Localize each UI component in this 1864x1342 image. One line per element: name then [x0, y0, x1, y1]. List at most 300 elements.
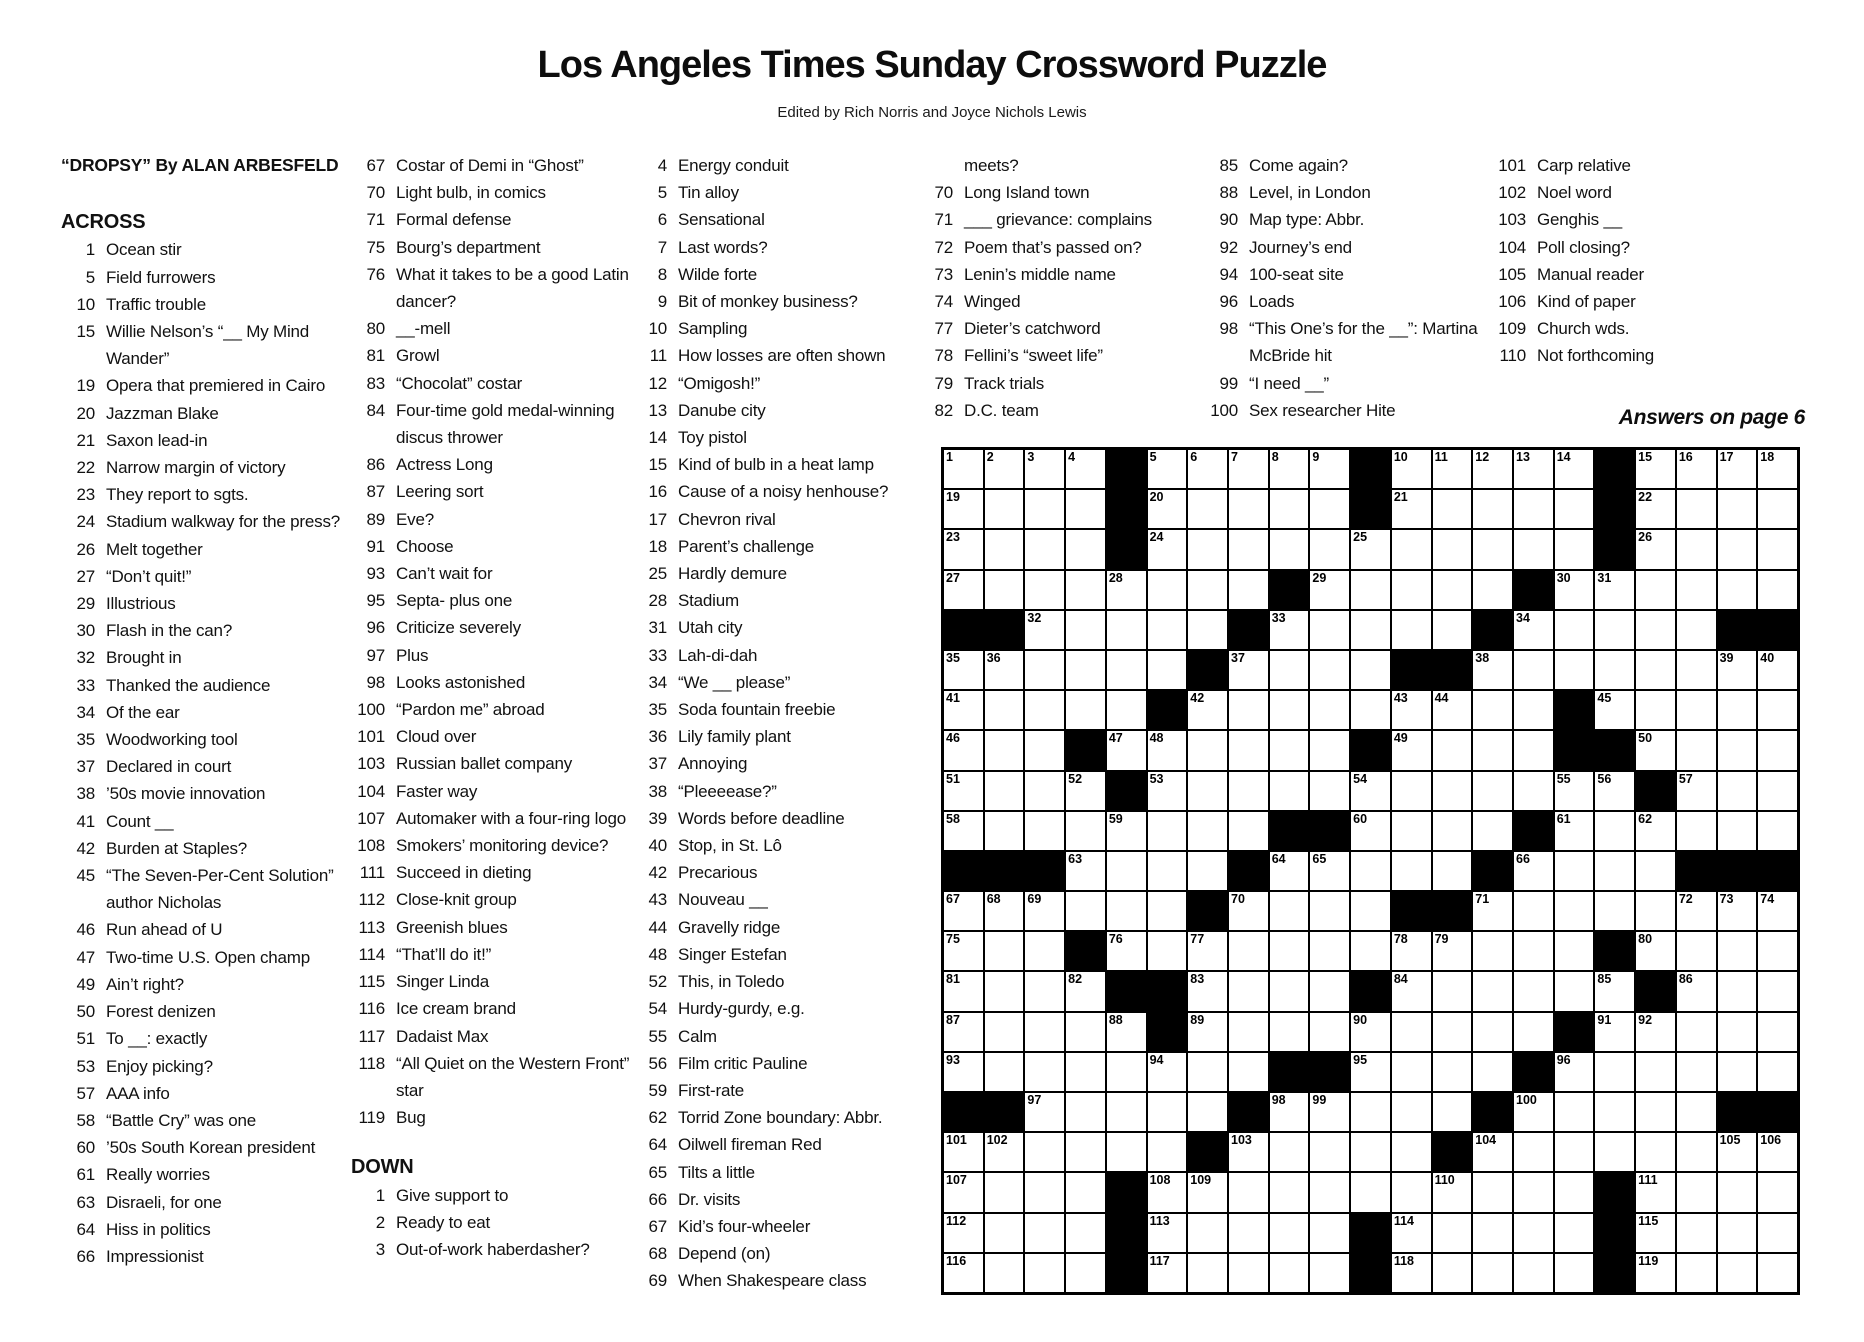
grid-cell[interactable] — [1514, 530, 1553, 568]
grid-cell[interactable] — [1718, 892, 1757, 930]
grid-cell[interactable] — [944, 772, 983, 810]
grid-cell[interactable] — [1555, 1093, 1594, 1131]
grid-cell[interactable] — [1188, 1053, 1227, 1091]
grid-cell[interactable] — [1310, 972, 1349, 1010]
grid-cell[interactable] — [1636, 1013, 1675, 1051]
grid-cell[interactable] — [1392, 932, 1431, 970]
grid-cell[interactable] — [1758, 1214, 1797, 1252]
grid-cell[interactable] — [1514, 1013, 1553, 1051]
grid-cell[interactable] — [1758, 812, 1797, 850]
grid-cell[interactable] — [1514, 972, 1553, 1010]
grid-cell[interactable] — [1595, 772, 1634, 810]
grid-cell[interactable] — [1636, 611, 1675, 649]
grid-cell[interactable] — [1066, 812, 1105, 850]
grid-cell[interactable] — [1148, 490, 1187, 528]
grid-cell[interactable] — [1473, 731, 1512, 769]
grid-cell[interactable] — [1555, 651, 1594, 689]
grid-cell[interactable] — [1514, 1133, 1553, 1171]
grid-cell[interactable] — [1758, 571, 1797, 609]
grid-cell[interactable] — [1229, 490, 1268, 528]
grid-cell[interactable] — [1758, 490, 1797, 528]
grid-cell[interactable] — [1066, 852, 1105, 890]
grid-cell[interactable] — [1718, 812, 1757, 850]
grid-cell[interactable] — [1677, 1133, 1716, 1171]
grid-cell[interactable] — [1758, 1133, 1797, 1171]
grid-cell[interactable] — [1107, 852, 1146, 890]
grid-cell[interactable] — [1677, 812, 1716, 850]
grid-cell[interactable] — [1148, 731, 1187, 769]
grid-cell[interactable] — [1595, 1053, 1634, 1091]
grid-cell[interactable] — [1718, 1133, 1757, 1171]
grid-cell[interactable] — [1229, 691, 1268, 729]
grid-cell[interactable] — [1392, 1173, 1431, 1211]
grid-cell[interactable] — [944, 530, 983, 568]
grid-cell[interactable] — [1025, 731, 1064, 769]
grid-cell[interactable] — [1351, 852, 1390, 890]
grid-cell[interactable] — [1188, 1013, 1227, 1051]
grid-cell[interactable] — [1188, 852, 1227, 890]
grid-cell[interactable] — [944, 812, 983, 850]
grid-cell[interactable] — [1595, 651, 1634, 689]
grid-cell[interactable] — [1433, 852, 1472, 890]
grid-cell[interactable] — [1514, 691, 1553, 729]
grid-cell[interactable] — [1433, 691, 1472, 729]
grid-cell[interactable] — [1188, 731, 1227, 769]
grid-cell[interactable] — [1025, 571, 1064, 609]
grid-cell[interactable] — [1229, 1133, 1268, 1171]
grid-cell[interactable] — [1310, 1093, 1349, 1131]
grid-cell[interactable] — [1229, 1013, 1268, 1051]
grid-cell[interactable] — [985, 932, 1024, 970]
grid-cell[interactable] — [1270, 651, 1309, 689]
grid-cell[interactable] — [1555, 1173, 1594, 1211]
grid-cell[interactable] — [1392, 1133, 1431, 1171]
grid-cell[interactable] — [1718, 972, 1757, 1010]
grid-cell[interactable] — [944, 1013, 983, 1051]
grid-cell[interactable] — [1310, 1013, 1349, 1051]
grid-cell[interactable] — [1758, 1013, 1797, 1051]
grid-cell[interactable] — [1677, 530, 1716, 568]
grid-cell[interactable] — [1310, 852, 1349, 890]
grid-cell[interactable] — [1066, 571, 1105, 609]
grid-cell[interactable] — [1514, 1093, 1553, 1131]
grid-cell[interactable] — [1473, 1254, 1512, 1292]
grid-cell[interactable] — [985, 731, 1024, 769]
grid-cell[interactable] — [1392, 490, 1431, 528]
grid-cell[interactable] — [1066, 691, 1105, 729]
grid-cell[interactable] — [1718, 1214, 1757, 1252]
grid-cell[interactable] — [1148, 1254, 1187, 1292]
grid-cell[interactable] — [1636, 1053, 1675, 1091]
grid-cell[interactable] — [1188, 772, 1227, 810]
grid-cell[interactable] — [1025, 651, 1064, 689]
grid-cell[interactable] — [1758, 1053, 1797, 1091]
grid-cell[interactable] — [1392, 691, 1431, 729]
grid-cell[interactable] — [1514, 1254, 1553, 1292]
grid-cell[interactable] — [1310, 932, 1349, 970]
grid-cell[interactable] — [1066, 490, 1105, 528]
grid-cell[interactable] — [1351, 530, 1390, 568]
grid-cell[interactable] — [1188, 1214, 1227, 1252]
grid-cell[interactable] — [1433, 772, 1472, 810]
grid-cell[interactable] — [1025, 772, 1064, 810]
grid-cell[interactable] — [1351, 932, 1390, 970]
grid-cell[interactable] — [1677, 1053, 1716, 1091]
grid-cell[interactable] — [1229, 571, 1268, 609]
grid-cell[interactable] — [1758, 1254, 1797, 1292]
grid-cell[interactable] — [1473, 932, 1512, 970]
grid-cell[interactable] — [1066, 1053, 1105, 1091]
grid-cell[interactable] — [944, 731, 983, 769]
grid-cell[interactable] — [1555, 571, 1594, 609]
grid-cell[interactable] — [1473, 1013, 1512, 1051]
grid-cell[interactable] — [944, 1254, 983, 1292]
grid-cell[interactable] — [1433, 731, 1472, 769]
grid-cell[interactable] — [1595, 1133, 1634, 1171]
grid-cell[interactable] — [1270, 611, 1309, 649]
grid-cell[interactable] — [1066, 1013, 1105, 1051]
grid-cell[interactable] — [1148, 1093, 1187, 1131]
grid-cell[interactable] — [1310, 1214, 1349, 1252]
grid-cell[interactable] — [1718, 571, 1757, 609]
grid-cell[interactable] — [944, 892, 983, 930]
grid-cell[interactable] — [1229, 450, 1268, 488]
grid-cell[interactable] — [944, 972, 983, 1010]
grid-cell[interactable] — [1473, 530, 1512, 568]
grid-cell[interactable] — [985, 1133, 1024, 1171]
grid-cell[interactable] — [1188, 450, 1227, 488]
grid-cell[interactable] — [1636, 490, 1675, 528]
grid-cell[interactable] — [1473, 1173, 1512, 1211]
grid-cell[interactable] — [1148, 932, 1187, 970]
grid-cell[interactable] — [1392, 972, 1431, 1010]
grid-cell[interactable] — [944, 932, 983, 970]
grid-cell[interactable] — [1433, 1173, 1472, 1211]
grid-cell[interactable] — [1473, 651, 1512, 689]
grid-cell[interactable] — [1473, 1214, 1512, 1252]
grid-cell[interactable] — [1473, 1053, 1512, 1091]
grid-cell[interactable] — [1066, 1214, 1105, 1252]
grid-cell[interactable] — [1433, 812, 1472, 850]
grid-cell[interactable] — [1392, 611, 1431, 649]
grid-cell[interactable] — [1148, 611, 1187, 649]
grid-cell[interactable] — [1555, 490, 1594, 528]
grid-cell[interactable] — [1025, 892, 1064, 930]
grid-cell[interactable] — [1351, 1053, 1390, 1091]
grid-cell[interactable] — [1433, 571, 1472, 609]
grid-cell[interactable] — [1351, 1093, 1390, 1131]
grid-cell[interactable] — [1433, 972, 1472, 1010]
grid-cell[interactable] — [1188, 490, 1227, 528]
grid-cell[interactable] — [1270, 892, 1309, 930]
grid-cell[interactable] — [1025, 450, 1064, 488]
grid-cell[interactable] — [1188, 1173, 1227, 1211]
grid-cell[interactable] — [1025, 1053, 1064, 1091]
grid-cell[interactable] — [985, 1254, 1024, 1292]
grid-cell[interactable] — [1433, 932, 1472, 970]
grid-cell[interactable] — [1595, 611, 1634, 649]
grid-cell[interactable] — [1229, 932, 1268, 970]
grid-cell[interactable] — [1677, 571, 1716, 609]
grid-cell[interactable] — [1514, 1214, 1553, 1252]
grid-cell[interactable] — [1270, 1133, 1309, 1171]
grid-cell[interactable] — [1514, 651, 1553, 689]
grid-cell[interactable] — [1229, 812, 1268, 850]
grid-cell[interactable] — [1270, 852, 1309, 890]
grid-cell[interactable] — [1595, 1093, 1634, 1131]
grid-cell[interactable] — [985, 490, 1024, 528]
grid-cell[interactable] — [1188, 812, 1227, 850]
grid-cell[interactable] — [1677, 1254, 1716, 1292]
grid-cell[interactable] — [1351, 1173, 1390, 1211]
grid-cell[interactable] — [1066, 1133, 1105, 1171]
grid-cell[interactable] — [1392, 812, 1431, 850]
grid-cell[interactable] — [1555, 772, 1594, 810]
grid-cell[interactable] — [1473, 490, 1512, 528]
grid-cell[interactable] — [1514, 772, 1553, 810]
grid-cell[interactable] — [1351, 651, 1390, 689]
grid-cell[interactable] — [1514, 932, 1553, 970]
grid-cell[interactable] — [1270, 1254, 1309, 1292]
grid-cell[interactable] — [1718, 731, 1757, 769]
grid-cell[interactable] — [1229, 651, 1268, 689]
grid-cell[interactable] — [1148, 812, 1187, 850]
grid-cell[interactable] — [1636, 1254, 1675, 1292]
grid-cell[interactable] — [1392, 1013, 1431, 1051]
grid-cell[interactable] — [1636, 812, 1675, 850]
grid-cell[interactable] — [944, 651, 983, 689]
grid-cell[interactable] — [1270, 1093, 1309, 1131]
grid-cell[interactable] — [944, 1053, 983, 1091]
grid-cell[interactable] — [944, 1173, 983, 1211]
grid-cell[interactable] — [1270, 932, 1309, 970]
grid-cell[interactable] — [1758, 731, 1797, 769]
grid-cell[interactable] — [1758, 691, 1797, 729]
grid-cell[interactable] — [1514, 611, 1553, 649]
grid-cell[interactable] — [1392, 852, 1431, 890]
grid-cell[interactable] — [1473, 972, 1512, 1010]
grid-cell[interactable] — [1392, 1093, 1431, 1131]
grid-cell[interactable] — [1718, 530, 1757, 568]
grid-cell[interactable] — [1107, 571, 1146, 609]
grid-cell[interactable] — [1229, 731, 1268, 769]
grid-cell[interactable] — [1066, 530, 1105, 568]
grid-cell[interactable] — [1310, 530, 1349, 568]
grid-cell[interactable] — [1473, 571, 1512, 609]
grid-cell[interactable] — [1636, 892, 1675, 930]
grid-cell[interactable] — [1025, 1133, 1064, 1171]
grid-cell[interactable] — [1758, 772, 1797, 810]
grid-cell[interactable] — [1310, 611, 1349, 649]
grid-cell[interactable] — [1188, 571, 1227, 609]
grid-cell[interactable] — [1555, 1214, 1594, 1252]
grid-cell[interactable] — [1148, 1053, 1187, 1091]
grid-cell[interactable] — [1107, 1013, 1146, 1051]
grid-cell[interactable] — [1310, 651, 1349, 689]
grid-cell[interactable] — [1392, 530, 1431, 568]
grid-cell[interactable] — [1270, 530, 1309, 568]
grid-cell[interactable] — [1677, 1093, 1716, 1131]
grid-cell[interactable] — [1351, 611, 1390, 649]
grid-cell[interactable] — [1310, 772, 1349, 810]
grid-cell[interactable] — [1595, 812, 1634, 850]
grid-cell[interactable] — [1433, 450, 1472, 488]
grid-cell[interactable] — [1555, 1053, 1594, 1091]
grid-cell[interactable] — [1107, 1093, 1146, 1131]
grid-cell[interactable] — [1392, 571, 1431, 609]
grid-cell[interactable] — [1392, 1214, 1431, 1252]
grid-cell[interactable] — [1555, 1254, 1594, 1292]
grid-cell[interactable] — [1066, 450, 1105, 488]
grid-cell[interactable] — [1677, 972, 1716, 1010]
grid-cell[interactable] — [1351, 772, 1390, 810]
grid-cell[interactable] — [1188, 691, 1227, 729]
grid-cell[interactable] — [1310, 1133, 1349, 1171]
grid-cell[interactable] — [1595, 571, 1634, 609]
grid-cell[interactable] — [1473, 772, 1512, 810]
grid-cell[interactable] — [1392, 1254, 1431, 1292]
grid-cell[interactable] — [985, 651, 1024, 689]
grid-cell[interactable] — [1107, 892, 1146, 930]
grid-cell[interactable] — [1188, 611, 1227, 649]
grid-cell[interactable] — [1433, 611, 1472, 649]
grid-cell[interactable] — [1555, 932, 1594, 970]
grid-cell[interactable] — [1148, 892, 1187, 930]
grid-cell[interactable] — [944, 450, 983, 488]
grid-cell[interactable] — [1229, 972, 1268, 1010]
grid-cell[interactable] — [1595, 892, 1634, 930]
grid-cell[interactable] — [1636, 450, 1675, 488]
grid-cell[interactable] — [985, 530, 1024, 568]
grid-cell[interactable] — [1351, 1013, 1390, 1051]
grid-cell[interactable] — [1677, 651, 1716, 689]
grid-cell[interactable] — [985, 1173, 1024, 1211]
grid-cell[interactable] — [1025, 812, 1064, 850]
grid-cell[interactable] — [1107, 932, 1146, 970]
grid-cell[interactable] — [1677, 1173, 1716, 1211]
grid-cell[interactable] — [1188, 1093, 1227, 1131]
grid-cell[interactable] — [1677, 1013, 1716, 1051]
grid-cell[interactable] — [1677, 691, 1716, 729]
grid-cell[interactable] — [1677, 892, 1716, 930]
grid-cell[interactable] — [1636, 731, 1675, 769]
grid-cell[interactable] — [1310, 731, 1349, 769]
grid-cell[interactable] — [1636, 571, 1675, 609]
grid-cell[interactable] — [1392, 731, 1431, 769]
grid-cell[interactable] — [1107, 812, 1146, 850]
grid-cell[interactable] — [1433, 1093, 1472, 1131]
grid-cell[interactable] — [1270, 450, 1309, 488]
grid-cell[interactable] — [1025, 1093, 1064, 1131]
grid-cell[interactable] — [1758, 1173, 1797, 1211]
grid-cell[interactable] — [985, 812, 1024, 850]
grid-cell[interactable] — [1595, 1013, 1634, 1051]
grid-cell[interactable] — [1025, 691, 1064, 729]
grid-cell[interactable] — [1229, 530, 1268, 568]
grid-cell[interactable] — [1229, 1053, 1268, 1091]
grid-cell[interactable] — [1636, 1214, 1675, 1252]
grid-cell[interactable] — [1433, 530, 1472, 568]
grid-cell[interactable] — [944, 571, 983, 609]
grid-cell[interactable] — [1677, 490, 1716, 528]
grid-cell[interactable] — [1758, 530, 1797, 568]
grid-cell[interactable] — [985, 1214, 1024, 1252]
grid-cell[interactable] — [1188, 1254, 1227, 1292]
grid-cell[interactable] — [944, 1133, 983, 1171]
grid-cell[interactable] — [1514, 490, 1553, 528]
grid-cell[interactable] — [1351, 1133, 1390, 1171]
grid-cell[interactable] — [1758, 651, 1797, 689]
grid-cell[interactable] — [1310, 571, 1349, 609]
grid-cell[interactable] — [1677, 611, 1716, 649]
grid-cell[interactable] — [1433, 1214, 1472, 1252]
grid-cell[interactable] — [1636, 651, 1675, 689]
grid-cell[interactable] — [1188, 932, 1227, 970]
grid-cell[interactable] — [1066, 1173, 1105, 1211]
grid-cell[interactable] — [1555, 972, 1594, 1010]
grid-cell[interactable] — [1310, 1254, 1349, 1292]
grid-cell[interactable] — [1107, 611, 1146, 649]
grid-cell[interactable] — [1718, 772, 1757, 810]
grid-cell[interactable] — [1107, 731, 1146, 769]
grid-cell[interactable] — [944, 490, 983, 528]
grid-cell[interactable] — [1473, 1133, 1512, 1171]
grid-cell[interactable] — [1351, 571, 1390, 609]
grid-cell[interactable] — [1025, 611, 1064, 649]
grid-cell[interactable] — [1066, 772, 1105, 810]
grid-cell[interactable] — [1718, 1013, 1757, 1051]
grid-cell[interactable] — [985, 892, 1024, 930]
grid-cell[interactable] — [1310, 490, 1349, 528]
grid-cell[interactable] — [1718, 1254, 1757, 1292]
grid-cell[interactable] — [985, 571, 1024, 609]
grid-cell[interactable] — [1433, 1254, 1472, 1292]
grid-cell[interactable] — [1148, 651, 1187, 689]
grid-cell[interactable] — [1473, 892, 1512, 930]
grid-cell[interactable] — [1025, 490, 1064, 528]
grid-cell[interactable] — [1758, 450, 1797, 488]
grid-cell[interactable] — [1677, 932, 1716, 970]
grid-cell[interactable] — [1310, 1173, 1349, 1211]
grid-cell[interactable] — [1229, 892, 1268, 930]
grid-cell[interactable] — [1107, 1133, 1146, 1171]
grid-cell[interactable] — [1636, 1173, 1675, 1211]
grid-cell[interactable] — [1148, 530, 1187, 568]
grid-cell[interactable] — [1025, 530, 1064, 568]
grid-cell[interactable] — [1718, 691, 1757, 729]
grid-cell[interactable] — [1310, 450, 1349, 488]
grid-cell[interactable] — [1270, 1214, 1309, 1252]
grid-cell[interactable] — [1148, 852, 1187, 890]
grid-cell[interactable] — [1270, 1013, 1309, 1051]
grid-cell[interactable] — [1107, 1053, 1146, 1091]
grid-cell[interactable] — [1270, 490, 1309, 528]
grid-cell[interactable] — [1636, 932, 1675, 970]
grid-cell[interactable] — [1270, 731, 1309, 769]
grid-cell[interactable] — [985, 691, 1024, 729]
grid-cell[interactable] — [1148, 450, 1187, 488]
grid-cell[interactable] — [1718, 490, 1757, 528]
grid-cell[interactable] — [1514, 450, 1553, 488]
grid-cell[interactable] — [1148, 1173, 1187, 1211]
grid-cell[interactable] — [1555, 1133, 1594, 1171]
grid-cell[interactable] — [1514, 852, 1553, 890]
grid-cell[interactable] — [985, 1013, 1024, 1051]
grid-cell[interactable] — [1555, 450, 1594, 488]
grid-cell[interactable] — [985, 450, 1024, 488]
grid-cell[interactable] — [1718, 932, 1757, 970]
grid-cell[interactable] — [1066, 611, 1105, 649]
